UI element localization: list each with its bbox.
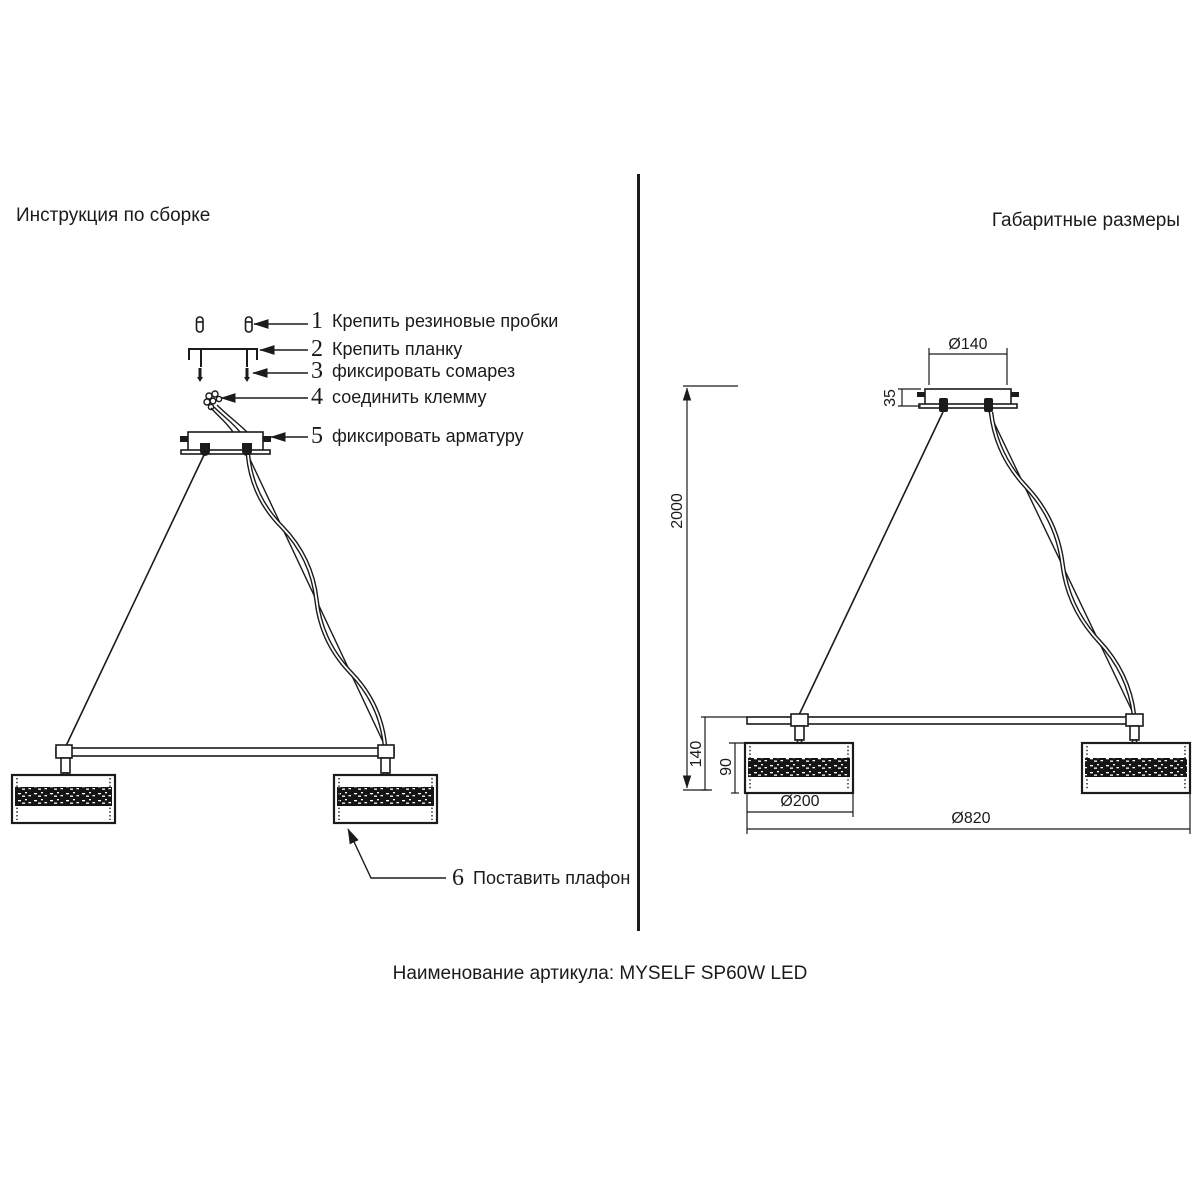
mounting-bracket: [189, 349, 257, 367]
left-section-title: Инструкция по сборке: [16, 205, 211, 226]
canopy: [180, 432, 271, 456]
shade-left: [12, 775, 115, 823]
step-4-callout: [311, 385, 487, 409]
step-label: фиксировать арматуру: [332, 426, 524, 446]
dim-body-height: 140: [688, 740, 705, 768]
right-section-title: Габаритные размеры: [991, 210, 1180, 231]
dim-shade-diameter: Ø200: [780, 793, 820, 810]
step-number: 6: [452, 865, 464, 891]
twisted-cable-dim: [989, 412, 1134, 715]
step-6-callout: [452, 866, 630, 890]
step-number: 3: [311, 358, 323, 384]
twisted-cable: [248, 455, 385, 746]
dimension-drawing: [683, 348, 1190, 834]
step-label: Поставить плафон: [473, 868, 631, 888]
step-label: Крепить резиновые пробки: [332, 311, 559, 331]
step-2-callout: [311, 337, 462, 361]
rubber-plugs: [197, 317, 253, 332]
article-name: Наименование артикула: MYSELF SP60W LED: [392, 963, 808, 984]
step-3-callout: [311, 359, 515, 383]
suspension-wire: [65, 455, 204, 748]
screws: [197, 368, 250, 382]
shade-left-dim: [745, 743, 853, 793]
wire-cluster: [204, 391, 247, 432]
step-label: соединить клемму: [332, 387, 487, 407]
dim-overall-diameter: Ø820: [951, 810, 991, 827]
canopy-dim: [917, 389, 1019, 412]
dim-canopy-height: 35: [882, 389, 899, 407]
shade-right: [334, 775, 437, 823]
step-1-callout: [311, 309, 558, 333]
dim-canopy-diameter: Ø140: [948, 336, 988, 353]
shade-right-dim: [1082, 743, 1190, 793]
step-number: 5: [311, 423, 323, 449]
dim-suspension-height: 2000: [669, 493, 686, 529]
step-label: фиксировать сомарез: [332, 361, 516, 381]
dim-shade-height: 90: [718, 758, 735, 776]
step-number: 4: [311, 384, 323, 410]
suspension-wire-dim: [799, 412, 943, 715]
step-5-callout: [311, 424, 524, 448]
step-number: 1: [311, 308, 323, 334]
step-label: Крепить планку: [332, 339, 463, 359]
step-number: 2: [311, 336, 323, 362]
